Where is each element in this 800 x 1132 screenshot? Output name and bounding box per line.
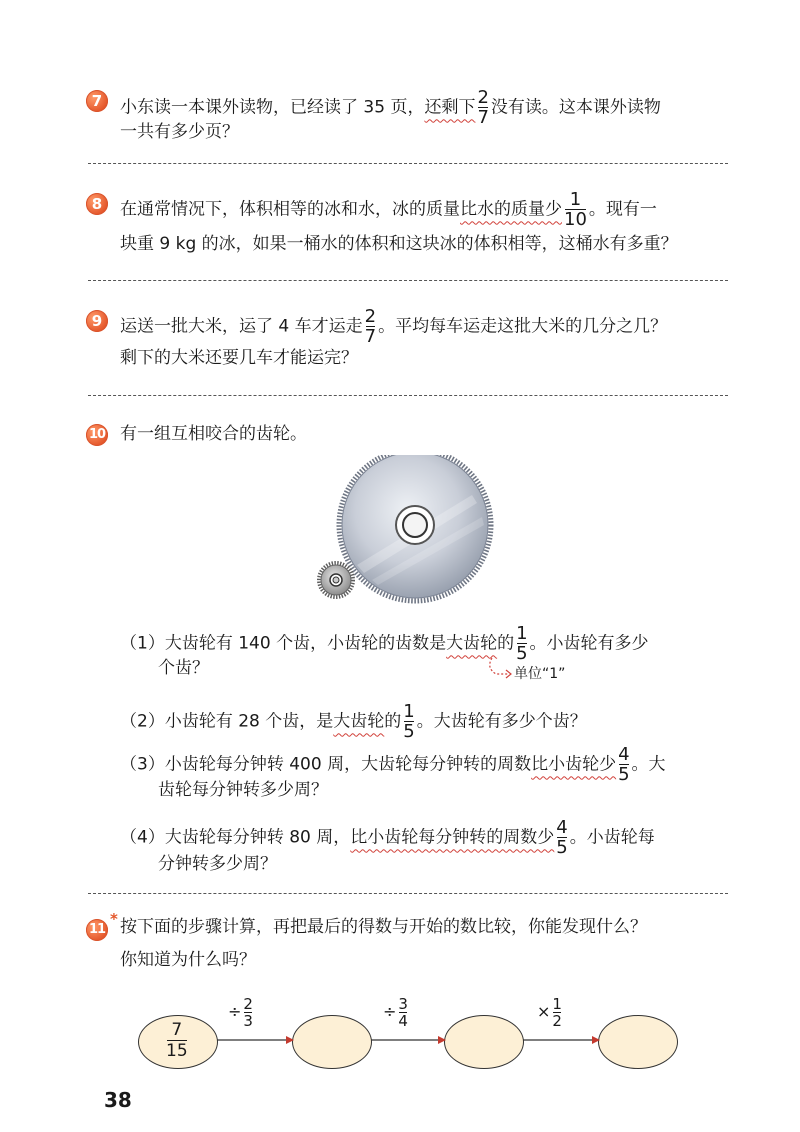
question-number-10: 10 bbox=[86, 424, 108, 446]
q9-text: 运送一批大米，运了 4 车才运走 bbox=[120, 316, 363, 337]
sub-wavy-text: 比小齿轮每分钟转的周数少 bbox=[350, 827, 555, 848]
sub-fraction bbox=[403, 702, 414, 741]
result-oval-3 bbox=[598, 1015, 678, 1069]
fraction-denominator: 7 bbox=[477, 107, 489, 128]
q9-line2: 剩下的大米还要几车才能运完？ bbox=[120, 348, 358, 368]
operator-fraction bbox=[552, 996, 562, 1029]
q8-fraction bbox=[564, 190, 587, 229]
start-value-oval bbox=[138, 1015, 218, 1069]
sub-text-post: 。小齿轮每 bbox=[569, 827, 655, 848]
sub-wavy-text: 比小齿轮少 bbox=[531, 754, 617, 775]
sub-text: 大齿轮有 140 个齿，小齿轮的齿数是 bbox=[164, 633, 447, 654]
q8-line1 bbox=[120, 190, 657, 229]
sub-label: （2） bbox=[120, 711, 165, 732]
fraction-denominator: 5 bbox=[516, 643, 528, 664]
gear-illustration bbox=[312, 455, 512, 620]
sub-fraction bbox=[556, 818, 567, 857]
divider bbox=[88, 395, 728, 396]
fraction-denominator: 5 bbox=[618, 764, 630, 785]
q7-text-post: 没有读。这本课外读物 bbox=[490, 97, 661, 118]
question-number-8: 8 bbox=[86, 193, 108, 215]
sub-label: （4） bbox=[120, 827, 165, 848]
sub-text: 小齿轮有 28 个齿，是 bbox=[164, 711, 334, 732]
sub-label: （1） bbox=[120, 633, 165, 654]
sub-text-mid: 的 bbox=[497, 633, 515, 654]
fraction-numerator: 2 bbox=[477, 87, 489, 108]
operator-sign: × bbox=[537, 1002, 551, 1021]
result-oval-1 bbox=[292, 1015, 372, 1069]
sub-text: 小齿轮每分钟转 400 周，大齿轮每分钟转的周数 bbox=[164, 754, 532, 775]
result-oval-2 bbox=[444, 1015, 524, 1069]
divider bbox=[88, 280, 728, 281]
q8-text: 在通常情况下，体积相等的冰和水，冰的质量 bbox=[120, 199, 460, 220]
fraction-numerator: 2 bbox=[243, 995, 253, 1013]
sub-text: 大齿轮每分钟转 80 周， bbox=[164, 827, 351, 848]
operator-fraction bbox=[398, 996, 408, 1029]
q10-intro: 有一组互相咬合的齿轮。 bbox=[120, 424, 307, 444]
q11-line2: 你知道为什么吗？ bbox=[120, 950, 256, 970]
sub-label: （3） bbox=[120, 754, 165, 775]
q9-line1 bbox=[120, 307, 667, 346]
q9-fraction bbox=[365, 307, 376, 346]
q8-text-post: 。现有一 bbox=[588, 199, 657, 220]
step-2-operator bbox=[383, 996, 410, 1029]
fraction-denominator: 7 bbox=[364, 326, 377, 347]
challenge-star-icon: * bbox=[110, 910, 118, 928]
sub-wavy-text: 大齿轮 bbox=[446, 633, 498, 654]
fraction-denominator: 5 bbox=[403, 721, 415, 742]
operator-sign: ÷ bbox=[383, 1002, 397, 1021]
q7-fraction bbox=[477, 88, 488, 127]
q8-line2: 块重 9 kg 的冰，如果一桶水的体积和这块冰的体积相等，这桶水有多重？ bbox=[120, 234, 678, 254]
question-number-7: 7 bbox=[86, 90, 108, 112]
q11-line1: 按下面的步骤计算，再把最后的得数与开始的数比较，你能发现什么？ bbox=[120, 917, 647, 937]
sub-wavy-text: 大齿轮 bbox=[333, 711, 385, 732]
fraction-denominator: 10 bbox=[564, 209, 587, 230]
sub-text-post: 。大 bbox=[631, 754, 666, 775]
operator-fraction bbox=[243, 996, 253, 1029]
fraction-denominator: 15 bbox=[166, 1041, 188, 1061]
sub-text-post: 。大齿轮有多少个齿？ bbox=[416, 711, 587, 732]
q10-sub2-line1 bbox=[120, 702, 587, 741]
fraction-numerator: 4 bbox=[556, 817, 568, 838]
fraction-numerator: 1 bbox=[569, 189, 582, 210]
sub-fraction bbox=[618, 745, 629, 784]
question-number-11: 11 bbox=[86, 919, 108, 941]
fraction-denominator: 5 bbox=[556, 837, 568, 858]
operator-sign: ÷ bbox=[228, 1002, 242, 1021]
fraction-numerator: 2 bbox=[364, 306, 377, 327]
q7-line2: 一共有多少页？ bbox=[120, 122, 239, 142]
fraction-denominator: 3 bbox=[243, 1012, 253, 1030]
q7-text: 小东读一本课外读物，已经读了 35 页， bbox=[120, 97, 425, 118]
unit-note: 单位“1” bbox=[514, 666, 566, 682]
q9-text-post: 。平均每车运走这批大米的几分之几？ bbox=[378, 316, 668, 337]
sub-fraction bbox=[516, 624, 527, 663]
divider bbox=[88, 893, 728, 894]
fraction-denominator: 4 bbox=[398, 1012, 408, 1030]
q8-wavy-text: 比水的质量少 bbox=[460, 199, 562, 220]
fraction-numerator: 3 bbox=[398, 995, 408, 1013]
step-1-operator bbox=[228, 996, 255, 1029]
fraction-numerator: 1 bbox=[403, 701, 415, 722]
q10-sub1-line2: 个齿？ bbox=[158, 658, 209, 678]
step-3-operator bbox=[537, 996, 564, 1029]
fraction-numerator: 1 bbox=[552, 995, 562, 1013]
q10-sub4-line2: 分钟转多少周？ bbox=[158, 854, 277, 874]
fraction-numerator: 4 bbox=[618, 744, 630, 765]
large-gear bbox=[339, 455, 491, 601]
page-number: 38 bbox=[104, 1088, 132, 1112]
divider bbox=[88, 163, 728, 164]
fraction-denominator: 2 bbox=[552, 1012, 562, 1030]
unit-pointer-arrow-icon bbox=[484, 656, 514, 682]
sub-text-mid: 的 bbox=[384, 711, 402, 732]
start-fraction bbox=[166, 1020, 188, 1061]
fraction-numerator: 1 bbox=[516, 623, 528, 644]
sub-text-post: 。小齿轮有多少 bbox=[529, 633, 649, 654]
question-number-9: 9 bbox=[86, 310, 108, 332]
fraction-numerator: 7 bbox=[171, 1020, 183, 1040]
q10-sub3-line2: 齿轮每分钟转多少周？ bbox=[158, 780, 328, 800]
q7-wavy-text: 还剩下 bbox=[424, 97, 476, 118]
small-gear bbox=[319, 563, 353, 597]
